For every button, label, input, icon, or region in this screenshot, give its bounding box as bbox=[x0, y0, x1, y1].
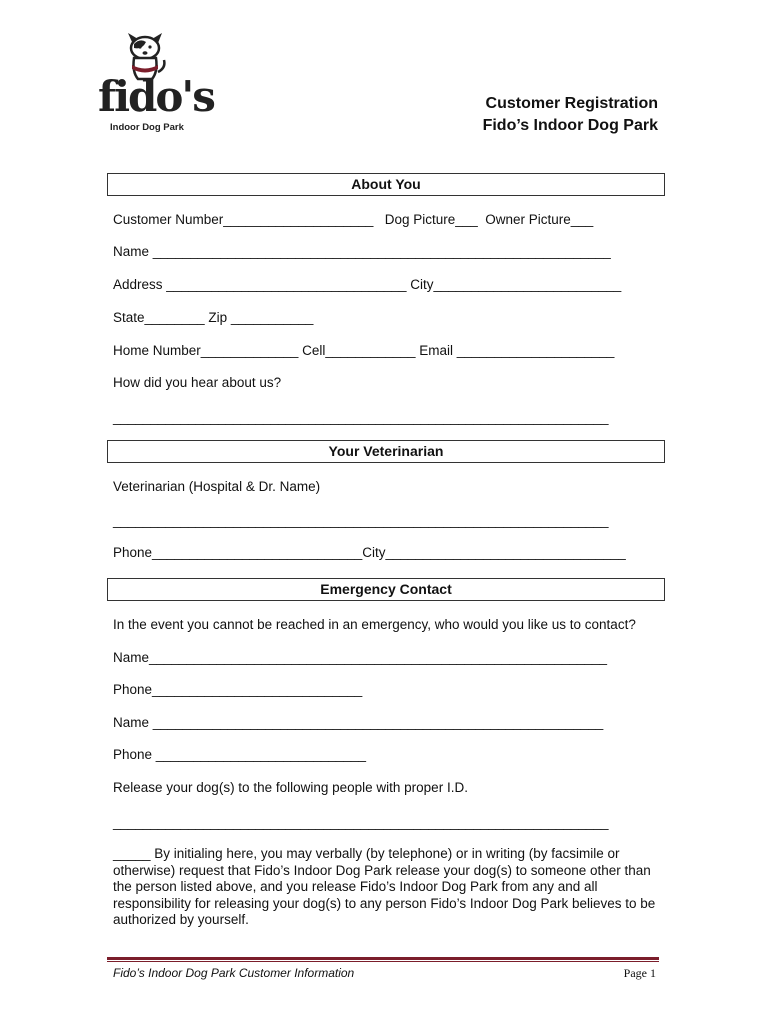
vet-phone-city-field[interactable]: Phone____________________________City________________________________ bbox=[113, 545, 626, 560]
logo-wordmark: fido's bbox=[98, 72, 214, 121]
vet-name-field[interactable]: __________________________________________________________________ bbox=[113, 513, 609, 528]
vet-name-label: Veterinarian (Hospital & Dr. Name) bbox=[113, 479, 321, 494]
footer-divider bbox=[107, 957, 659, 960]
page-number: Page 1 bbox=[623, 966, 656, 980]
section-veterinarian: Your Veterinarian bbox=[107, 440, 665, 463]
emergency-phone-1-field[interactable]: Phone____________________________ bbox=[113, 682, 363, 697]
page-title: Customer Registration bbox=[485, 95, 658, 112]
customer-number-field[interactable]: Customer Number____________________ Dog Picture___ Owner Picture___ bbox=[113, 212, 594, 227]
address-field[interactable]: Address ________________________________ City_________________________ bbox=[113, 277, 622, 292]
release-people-field[interactable]: __________________________________________________________________ bbox=[113, 815, 609, 830]
emergency-question: In the event you cannot be reached in an emergency, who would you like us to contact? bbox=[113, 617, 636, 632]
emergency-name-2-field[interactable]: Name ____________________________________________________________ bbox=[113, 715, 604, 730]
state-zip-field[interactable]: State________ Zip ___________ bbox=[113, 310, 314, 325]
footer-divider-thin bbox=[107, 961, 659, 962]
release-label: Release your dog(s) to the following people with proper I.D. bbox=[113, 780, 468, 795]
page-subtitle: Fido’s Indoor Dog Park bbox=[482, 117, 658, 134]
logo-subtitle: Indoor Dog Park bbox=[110, 122, 184, 133]
emergency-phone-2-field[interactable]: Phone ____________________________ bbox=[113, 747, 367, 762]
initial-release-paragraph: _____ By initialing here, you may verbally (by telephone) or in writing (by facsimile or otherwise) request that Fido’s Indoor Dog Park release your dog(s) to someone other than the person listed above, and you release Fido’s Indoor Dog Park from any and all responsibility for releasing your dog(s) to any person Fido’s Indoor Dog Park believes to be authorized by yourself. bbox=[113, 846, 656, 928]
name-field[interactable]: Name _____________________________________________________________ bbox=[113, 244, 611, 259]
section-about-you: About You bbox=[107, 173, 665, 196]
phone-email-field[interactable]: Home Number_____________ Cell____________ Email _____________________ bbox=[113, 343, 615, 358]
hear-about-field[interactable]: __________________________________________________________________ bbox=[113, 410, 609, 425]
fidos-logo bbox=[96, 32, 214, 136]
footer-document-name: Fido’s Indoor Dog Park Customer Information bbox=[113, 966, 355, 980]
section-emergency-contact: Emergency Contact bbox=[107, 578, 665, 601]
hear-about-label: How did you hear about us? bbox=[113, 375, 282, 390]
emergency-name-1-field[interactable]: Name_____________________________________________________________ bbox=[113, 650, 608, 665]
